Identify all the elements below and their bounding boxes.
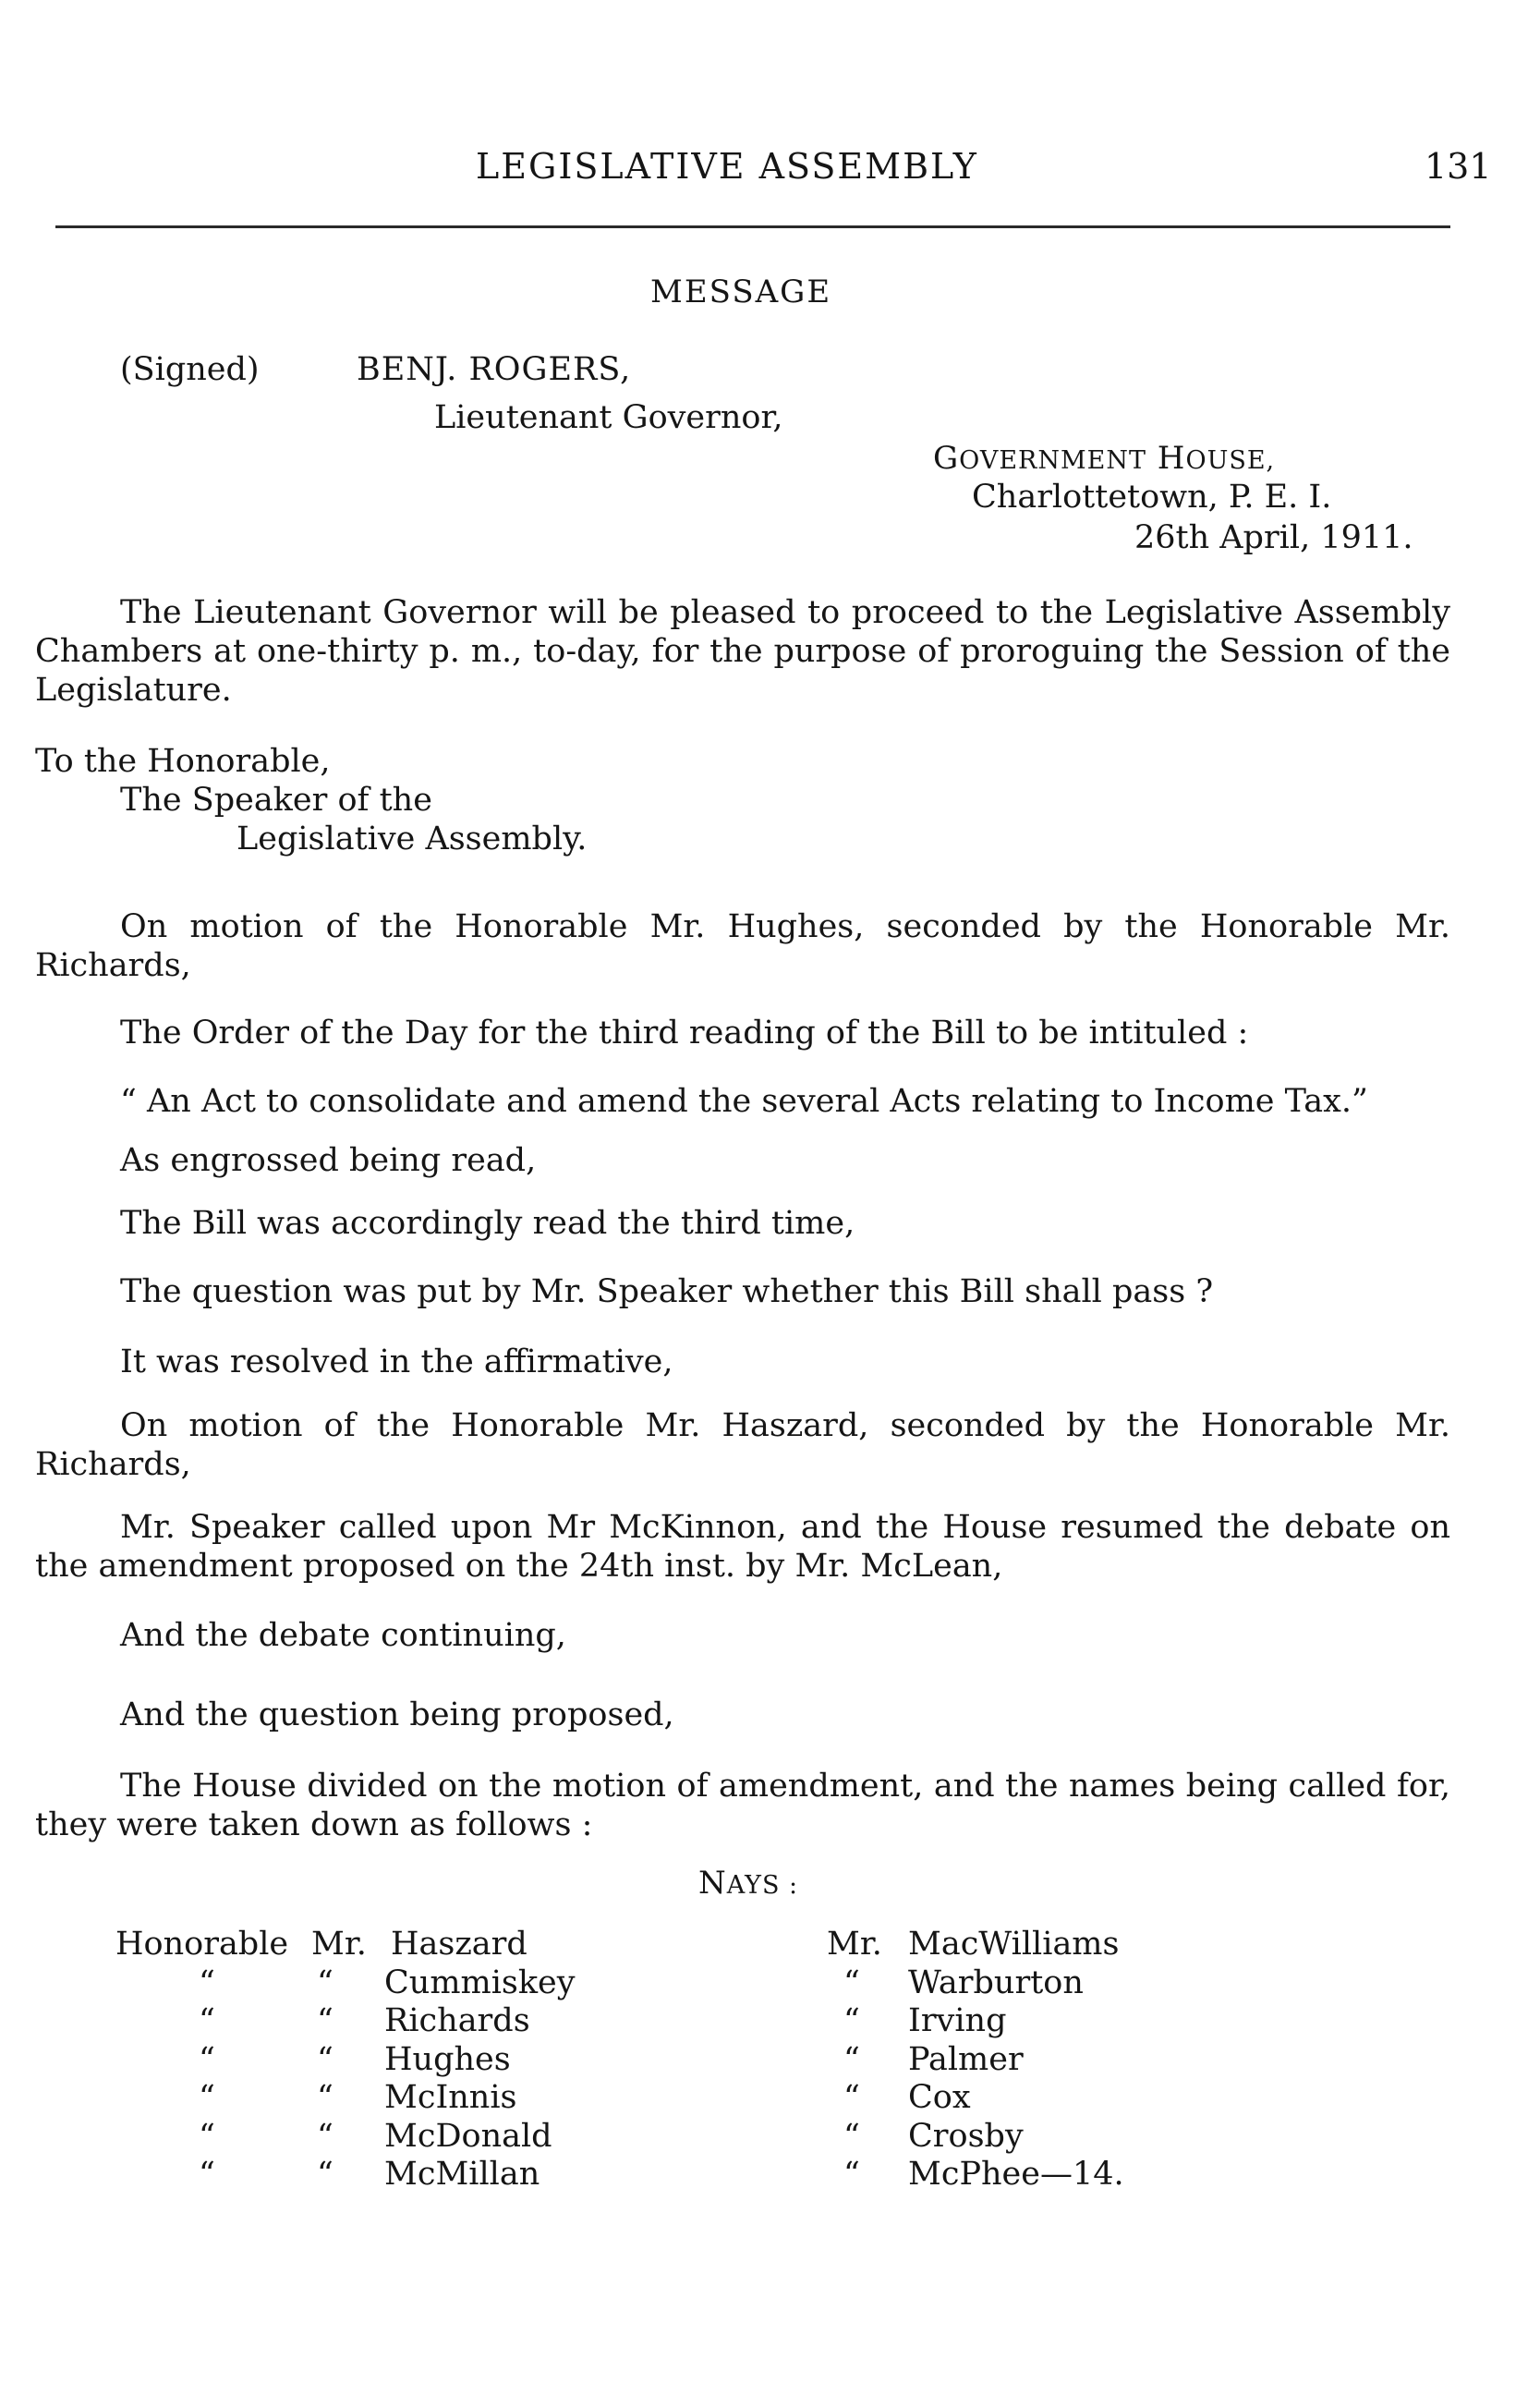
vote-name: Cummiskey — [384, 1963, 576, 2001]
vote-title: “ — [843, 1963, 860, 2001]
vote-prefix: “ — [199, 2079, 215, 2116]
recipient-line-1: To the Honorable, — [35, 743, 331, 780]
vote-title: “ — [317, 2002, 333, 2039]
proceedings-paragraph-10: And the debate continuing, — [120, 1617, 566, 1654]
vote-name: Warburton — [908, 1963, 1084, 2001]
message-heading: MESSAGE — [650, 274, 832, 310]
page-number: 131 — [1425, 146, 1492, 187]
vote-title: “ — [843, 2156, 860, 2193]
vote-name: McMillan — [384, 2156, 540, 2193]
vote-prefix: “ — [199, 2040, 215, 2078]
proceedings-paragraph-8: On motion of the Honorable Mr. Haszard, seconded by the Honorable Mr. Richards, — [35, 1407, 1450, 1483]
address-house-initial-h: H — [1157, 440, 1186, 477]
vote-name: Hughes — [384, 2040, 511, 2078]
nays-left-row — [115, 2041, 633, 2080]
nays-right-row — [827, 1964, 1215, 2003]
bill-title: “ An Act to consolidate and amend the several Acts relating to Income Tax.” — [120, 1083, 1368, 1120]
vote-title: “ — [843, 2002, 860, 2039]
vote-name: Crosby — [908, 2117, 1024, 2155]
vote-title: “ — [317, 1963, 333, 2001]
nays-right-row — [827, 2156, 1215, 2194]
vote-prefix: “ — [199, 2117, 215, 2155]
signatory-title: Lieutenant Governor, — [434, 399, 783, 436]
vote-name: McInnis — [384, 2079, 517, 2116]
vote-title: “ — [317, 2040, 333, 2078]
vote-prefix: “ — [199, 2002, 215, 2039]
vote-title: “ — [843, 2117, 860, 2155]
recipient-line-3: Legislative Assembly. — [236, 821, 588, 857]
vote-prefix: “ — [199, 2156, 215, 2193]
address-city: Charlottetown, P. E. I. — [972, 479, 1332, 516]
nays-left-row — [115, 1926, 633, 1964]
message-body: The Lieutenant Governor will be pleased to proceed to the Legislative Assembly Chambers at one-thirty p. m., to-day, for the purpose of proroguing the Session of the Legislature. — [35, 594, 1450, 709]
proceedings-paragraph-6: The question was put by Mr. Speaker whether this Bill shall pass ? — [120, 1273, 1214, 1310]
vote-title: “ — [317, 2117, 333, 2155]
vote-title: “ — [843, 2040, 860, 2078]
nays-heading-initial: N — [698, 1865, 727, 1902]
vote-name: MacWilliams — [908, 1926, 1120, 1963]
vote-name: McPhee—14. — [908, 2156, 1124, 2193]
nays-heading-rest: AYS : — [726, 1871, 799, 1900]
proceedings-paragraph-7: It was resolved in the affirmative, — [120, 1343, 673, 1380]
recipient-line-2: The Speaker of the — [120, 782, 432, 819]
proceedings-paragraph-4: As engrossed being read, — [120, 1142, 537, 1179]
vote-title: “ — [317, 2079, 333, 2116]
proceedings-paragraph-9: Mr. Speaker called upon Mr McKinnon, and the House resumed the debate on the amendment proposed on the 24th inst. by Mr. McLean, — [35, 1509, 1450, 1585]
vote-name: Cox — [908, 2079, 971, 2116]
nays-right-row — [827, 2118, 1215, 2157]
nays-left-row — [115, 2118, 633, 2157]
vote-title: “ — [317, 2156, 333, 2193]
vote-name: McDonald — [384, 2117, 552, 2155]
signed-label: (Signed) — [120, 351, 260, 388]
proceedings-paragraph-5: The Bill was accordingly read the third time, — [120, 1205, 855, 1242]
nays-left-row — [115, 2156, 633, 2194]
nays-right-row — [827, 1926, 1215, 1964]
header-rule — [55, 225, 1450, 228]
proceedings-paragraph-12: The House divided on the motion of amendment, and the names being called for, they were taken down as follows : — [35, 1768, 1450, 1843]
nays-left-row — [115, 1964, 633, 2003]
vote-name: Richards — [384, 2002, 530, 2039]
vote-title: Mr. — [827, 1926, 882, 1963]
nays-right-row — [827, 2002, 1215, 2041]
address-house — [933, 440, 1275, 477]
proceedings-paragraph-1: On motion of the Honorable Mr. Hughes, seconded by the Honorable Mr. Richards, — [35, 908, 1450, 984]
nays-right-row — [827, 2079, 1215, 2118]
nays-left-column — [115, 1926, 633, 2194]
nays-left-row — [115, 2002, 633, 2041]
nays-left-row — [115, 2079, 633, 2118]
nays-right-row — [827, 2041, 1215, 2080]
address-date: 26th April, 1911. — [1134, 519, 1413, 556]
nays-heading — [698, 1865, 798, 1902]
vote-title: Mr. — [311, 1926, 367, 1963]
address-house-initial-g: G — [933, 440, 960, 477]
running-header-title: LEGISLATIVE ASSEMBLY — [476, 146, 978, 187]
vote-name: Irving — [908, 2002, 1007, 2039]
nays-right-column — [827, 1926, 1215, 2194]
address-house-rest-2: OUSE, — [1185, 446, 1276, 475]
vote-name: Palmer — [908, 2040, 1024, 2078]
address-house-rest-1: OVERNMENT — [959, 446, 1146, 475]
vote-name: Haszard — [391, 1926, 527, 1963]
vote-prefix: Honorable — [115, 1926, 289, 1963]
vote-title: “ — [843, 2079, 860, 2116]
vote-prefix: “ — [199, 1963, 215, 2001]
proceedings-paragraph-11: And the question being proposed, — [120, 1696, 674, 1733]
signatory-name: BENJ. ROGERS, — [357, 351, 632, 388]
proceedings-paragraph-2: The Order of the Day for the third reading of the Bill to be intituled : — [120, 1015, 1249, 1052]
